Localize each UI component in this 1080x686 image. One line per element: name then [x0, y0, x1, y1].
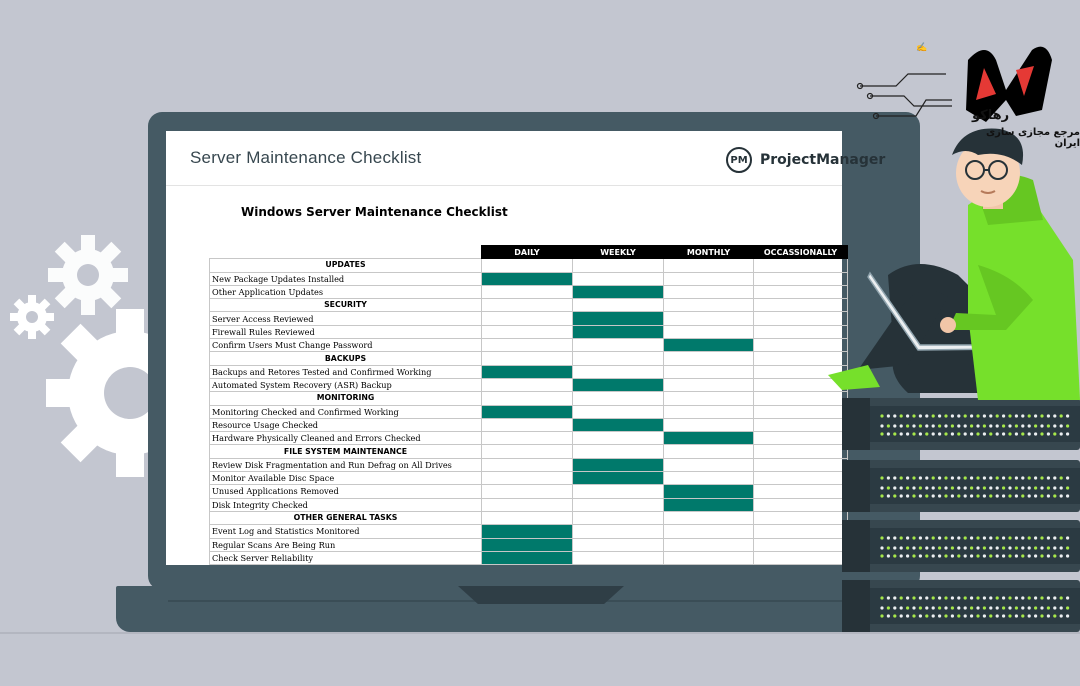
- frequency-cell[interactable]: [754, 551, 848, 564]
- brand-name: ProjectManager: [760, 152, 886, 168]
- section-row: [210, 299, 848, 312]
- frequency-cell[interactable]: [573, 405, 664, 418]
- frequency-cell-checked[interactable]: [482, 525, 573, 538]
- frequency-cell[interactable]: [482, 418, 573, 431]
- frequency-cell[interactable]: [754, 405, 848, 418]
- table-row: [210, 472, 848, 485]
- table-row: [210, 378, 848, 391]
- section-empty-cell: [573, 299, 664, 312]
- frequency-cell[interactable]: [482, 472, 573, 485]
- table-row: [210, 405, 848, 418]
- task-label: Event Log and Statistics Monitored: [210, 525, 482, 538]
- table-row: [210, 418, 848, 431]
- frequency-cell[interactable]: [482, 325, 573, 338]
- section-row: [210, 352, 848, 365]
- frequency-cell[interactable]: [754, 418, 848, 431]
- frequency-cell[interactable]: [482, 339, 573, 352]
- watermark-brand: رهاکو: [972, 108, 1010, 123]
- laptop-notch: [458, 586, 624, 604]
- frequency-cell[interactable]: [664, 378, 754, 391]
- table-row: [210, 538, 848, 551]
- frequency-cell[interactable]: [573, 485, 664, 498]
- frequency-cell-checked[interactable]: [664, 339, 754, 352]
- column-header-weekly: WEEKLY: [573, 246, 664, 259]
- table-row: [210, 525, 848, 538]
- window-title: Server Maintenance Checklist: [190, 148, 422, 167]
- frequency-cell-checked[interactable]: [664, 498, 754, 511]
- section-row: [210, 392, 848, 405]
- frequency-cell[interactable]: [573, 551, 664, 564]
- section-row: [210, 445, 848, 458]
- frequency-cell-checked[interactable]: [573, 285, 664, 298]
- frequency-cell-checked[interactable]: [482, 272, 573, 285]
- sheet-title: Windows Server Maintenance Checklist: [241, 205, 508, 219]
- frequency-cell[interactable]: [754, 525, 848, 538]
- section-empty-cell: [664, 445, 754, 458]
- header-row: [210, 246, 848, 259]
- frequency-cell-checked[interactable]: [573, 418, 664, 431]
- section-empty-cell: [573, 392, 664, 405]
- frequency-cell[interactable]: [664, 551, 754, 564]
- task-label: New Package Updates Installed: [210, 272, 482, 285]
- frequency-cell[interactable]: [664, 418, 754, 431]
- window-header: [166, 131, 886, 186]
- task-label: Disk Integrity Checked: [210, 498, 482, 511]
- section-empty-cell: [573, 511, 664, 524]
- frequency-cell[interactable]: [573, 339, 664, 352]
- section-empty-cell: [664, 299, 754, 312]
- task-label: Automated System Recovery (ASR) Backup: [210, 378, 482, 391]
- frequency-cell[interactable]: [482, 432, 573, 445]
- frequency-cell[interactable]: [754, 538, 848, 551]
- task-label: Monitor Available Disc Space: [210, 472, 482, 485]
- frequency-cell[interactable]: [664, 458, 754, 471]
- task-label: Other Application Updates: [210, 285, 482, 298]
- table-row: [210, 551, 848, 564]
- section-empty-cell: [482, 445, 573, 458]
- section-title: FILE SYSTEM MAINTENANCE: [210, 445, 482, 458]
- section-empty-cell: [482, 392, 573, 405]
- task-label: Backups and Retores Tested and Confirmed Working: [210, 365, 482, 378]
- person-illustration: [828, 125, 1080, 400]
- checklist-body: [210, 259, 848, 565]
- frequency-cell[interactable]: [664, 405, 754, 418]
- server-rack-icon: [842, 460, 1080, 512]
- table-row: [210, 285, 848, 298]
- section-empty-cell: [573, 259, 664, 272]
- frequency-cell-checked[interactable]: [482, 538, 573, 551]
- table-row: [210, 312, 848, 325]
- frequency-cell[interactable]: [482, 285, 573, 298]
- server-rack-icon: [842, 520, 1080, 572]
- frequency-cell[interactable]: [573, 432, 664, 445]
- frequency-cell[interactable]: [573, 525, 664, 538]
- section-empty-cell: [664, 392, 754, 405]
- frequency-cell-checked[interactable]: [573, 472, 664, 485]
- frequency-cell[interactable]: [664, 365, 754, 378]
- section-title: UPDATES: [210, 259, 482, 272]
- server-rack-icon: [842, 398, 1080, 450]
- task-label: Firewall Rules Reviewed: [210, 325, 482, 338]
- frequency-cell-checked[interactable]: [573, 325, 664, 338]
- frequency-cell[interactable]: [664, 312, 754, 325]
- frequency-cell[interactable]: [573, 272, 664, 285]
- table-row: [210, 498, 848, 511]
- frequency-cell[interactable]: [754, 498, 848, 511]
- column-header-monthly: MONTHLY: [664, 246, 754, 259]
- table-row: [210, 365, 848, 378]
- frequency-cell-checked[interactable]: [664, 485, 754, 498]
- section-empty-cell: [754, 511, 848, 524]
- section-title: MONITORING: [210, 392, 482, 405]
- frequency-cell[interactable]: [664, 538, 754, 551]
- frequency-cell[interactable]: [482, 378, 573, 391]
- section-empty-cell: [664, 259, 754, 272]
- table-row: [210, 325, 848, 338]
- task-label: Monitoring Checked and Confirmed Working: [210, 405, 482, 418]
- table-row: [210, 339, 848, 352]
- frequency-cell-checked[interactable]: [573, 312, 664, 325]
- frequency-cell[interactable]: [754, 458, 848, 471]
- frequency-cell-checked[interactable]: [664, 432, 754, 445]
- watermark-tagline: مرجع مجازی سازی ایران: [986, 127, 1080, 149]
- frequency-cell[interactable]: [664, 525, 754, 538]
- frequency-cell[interactable]: [664, 272, 754, 285]
- frequency-cell-checked[interactable]: [482, 365, 573, 378]
- server-rack-icon: [842, 580, 1080, 632]
- table-row: [210, 272, 848, 285]
- section-empty-cell: [482, 259, 573, 272]
- gear-icon: [10, 295, 54, 339]
- watermark-logo-icon: [856, 30, 1066, 130]
- task-label: Unused Applications Removed: [210, 485, 482, 498]
- frequency-cell[interactable]: [482, 458, 573, 471]
- section-empty-cell: [664, 511, 754, 524]
- section-title: OTHER GENERAL TASKS: [210, 511, 482, 524]
- frequency-cell[interactable]: [573, 365, 664, 378]
- frequency-cell[interactable]: [664, 285, 754, 298]
- table-row: [210, 485, 848, 498]
- frequency-cell[interactable]: [482, 312, 573, 325]
- frequency-cell[interactable]: [573, 538, 664, 551]
- section-empty-cell: [482, 352, 573, 365]
- section-empty-cell: [754, 445, 848, 458]
- section-empty-cell: [573, 445, 664, 458]
- task-label: Regular Scans Are Being Run: [210, 538, 482, 551]
- task-label: Hardware Physically Cleaned and Errors Checked: [210, 432, 482, 445]
- column-header-occassionally: OCCASSIONALLY: [754, 246, 848, 259]
- section-empty-cell: [482, 511, 573, 524]
- frequency-cell[interactable]: [664, 325, 754, 338]
- section-empty-cell: [664, 352, 754, 365]
- table-row: [210, 432, 848, 445]
- frequency-cell[interactable]: [754, 432, 848, 445]
- frequency-cell-checked[interactable]: [482, 551, 573, 564]
- task-label: Review Disk Fragmentation and Run Defrag on All Drives: [210, 458, 482, 471]
- task-label: Server Access Reviewed: [210, 312, 482, 325]
- task-label: Resource Usage Checked: [210, 418, 482, 431]
- section-title: SECURITY: [210, 299, 482, 312]
- table-row: [210, 458, 848, 471]
- laptop-screen: [166, 131, 886, 565]
- header-blank-cell: [210, 246, 482, 259]
- frequency-cell[interactable]: [754, 485, 848, 498]
- task-label: Check Server Reliability: [210, 551, 482, 564]
- task-label: Confirm Users Must Change Password: [210, 339, 482, 352]
- section-title: BACKUPS: [210, 352, 482, 365]
- frequency-cell[interactable]: [754, 472, 848, 485]
- frequency-cell[interactable]: [664, 472, 754, 485]
- floor-line: [0, 632, 1080, 634]
- frequency-cell-checked[interactable]: [573, 458, 664, 471]
- section-empty-cell: [482, 299, 573, 312]
- svg-text:✍: ✍: [916, 43, 928, 53]
- frequency-cell[interactable]: [573, 498, 664, 511]
- frequency-cell-checked[interactable]: [573, 378, 664, 391]
- frequency-cell[interactable]: [482, 498, 573, 511]
- frequency-cell-checked[interactable]: [482, 405, 573, 418]
- gear-icon: [48, 235, 128, 315]
- section-row: [210, 259, 848, 272]
- column-header-daily: DAILY: [482, 246, 573, 259]
- gears-illustration: [0, 225, 170, 485]
- pm-logo-icon: PM: [726, 147, 752, 173]
- checklist-table: [209, 245, 848, 565]
- frequency-cell[interactable]: [482, 485, 573, 498]
- section-empty-cell: [573, 352, 664, 365]
- section-row: [210, 511, 848, 524]
